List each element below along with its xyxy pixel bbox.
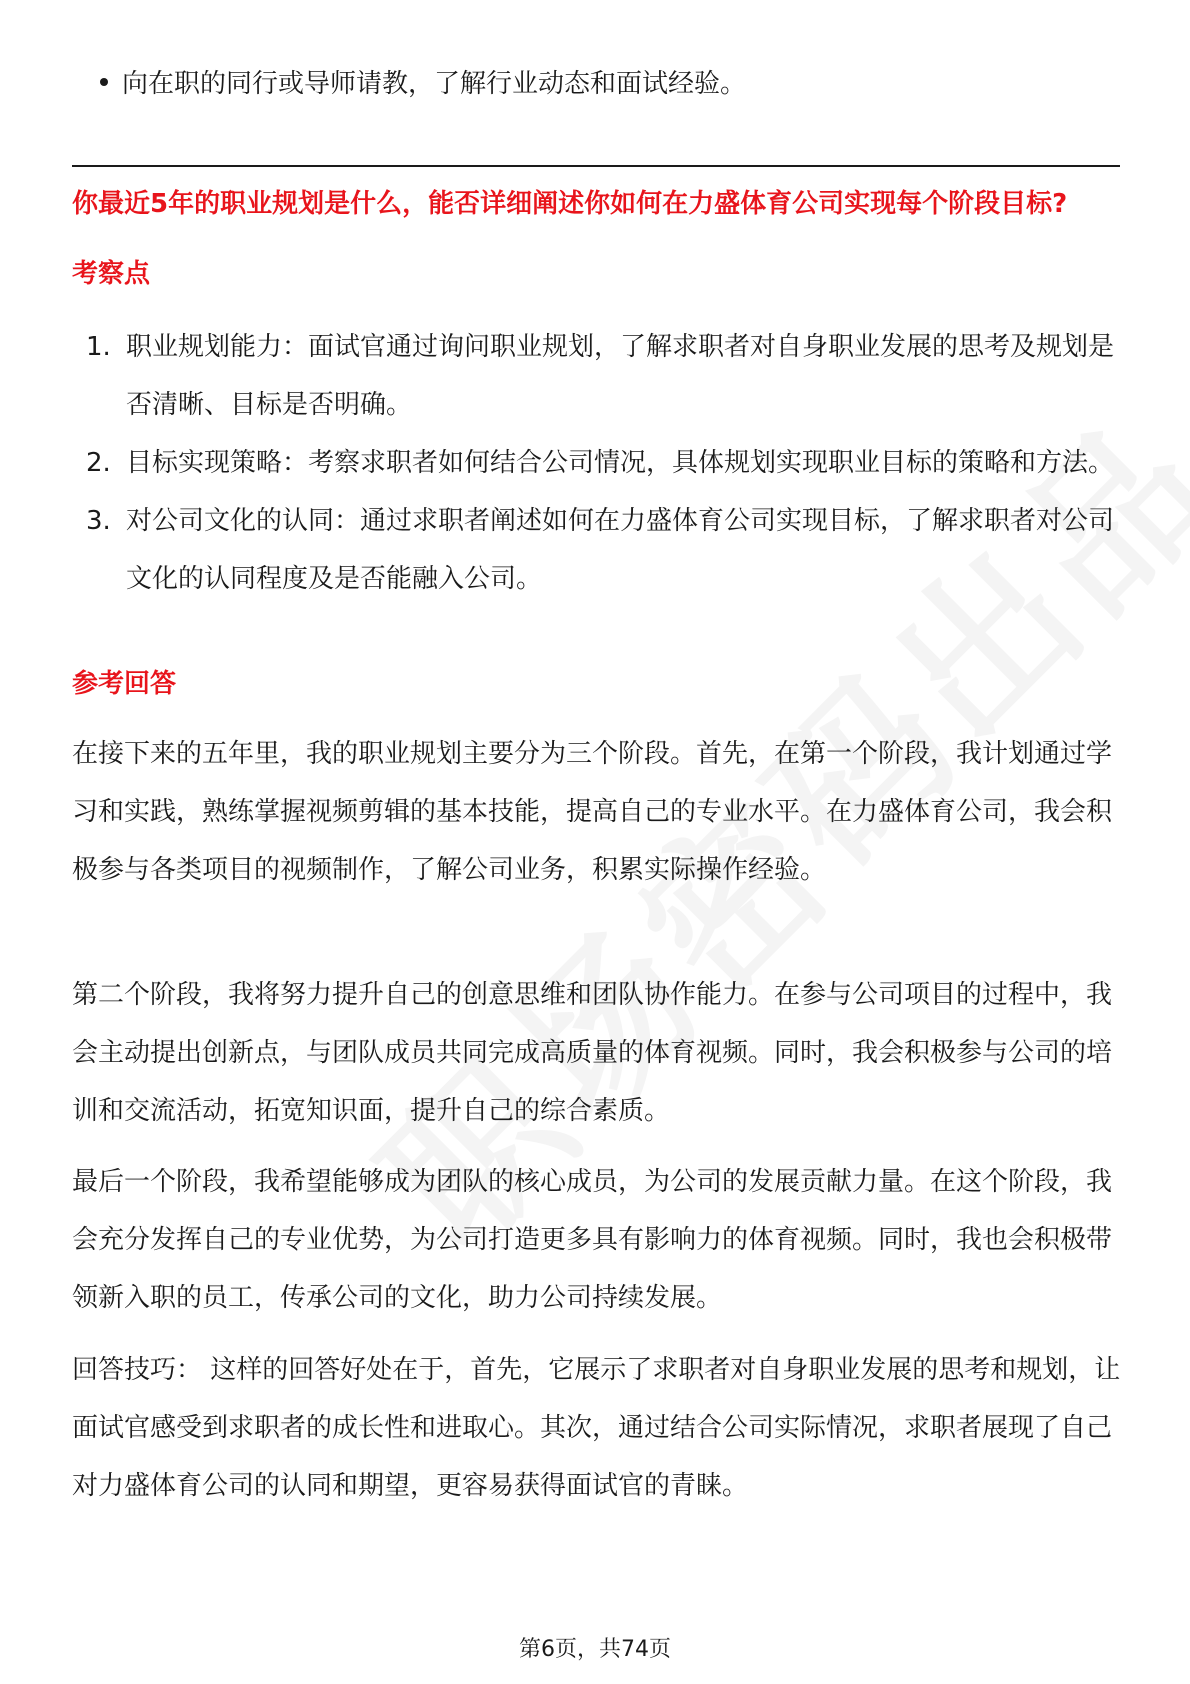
answer-paragraph: 第二个阶段，我将努力提升自己的创意思维和团队协作能力。在参与公司项目的过程中，我会主动提出创新点，与团队成员共同完成高质量的体育视频。同时，我会积极参与公司的培训和交流活动，拓宽知识面，提升自己的综合素质。 (72, 980, 1113, 1126)
question-heading: 你最近5年的职业规划是什么，能否详细阐述你如何在力盛体育公司实现每个阶段目标? (72, 189, 1068, 219)
focus-item-text: 对公司文化的认同：通过求职者阐述如何在力盛体育公司实现目标，了解求职者对公司文化的认同程度及是否能融入公司。 (126, 506, 1115, 594)
answer-paragraph: 在接下来的五年里，我的职业规划主要分为三个阶段。首先，在第一个阶段，我计划通过学习和实践，熟练掌握视频剪辑的基本技能，提高自己的专业水平。在力盛体育公司，我会积极参与各类项目的视频制作，了解公司业务，积累实际操作经验。 (72, 739, 1113, 885)
focus-item (72, 318, 1122, 434)
focus-list (72, 318, 1122, 608)
focus-item (72, 492, 1122, 608)
answer-section-title: 参考回答 (72, 669, 177, 699)
focus-item-text: 目标实现策略：考察求职者如何结合公司情况，具体规划实现职业目标的策略和方法。 (126, 448, 1115, 478)
bullet-text: 向在职的同行或导师请教，了解行业动态和面试经验。 (122, 69, 747, 99)
bullet-icon (100, 78, 108, 86)
list-item (100, 64, 746, 104)
answer-paragraph: 最后一个阶段，我希望能够成为团队的核心成员，为公司的发展贡献力量。在这个阶段，我会充分发挥自己的专业优势，为公司打造更多具有影响力的体育视频。同时，我也会积极带领新入职的员工，传承公司的文化，助力公司持续发展。 (72, 1167, 1113, 1313)
focus-item (72, 434, 1122, 492)
focus-section-title: 考察点 (72, 259, 151, 289)
focus-item-number: 1. (86, 332, 111, 362)
answer-tips-paragraph: 回答技巧： 这样的回答好处在于，首先，它展示了求职者对自身职业发展的思考和规划，让面试官感受到求职者的成长性和进取心。其次，通过结合公司实际情况，求职者展现了自己对力盛体育公司的认同和期望，更容易获得面试官的青睐。 (72, 1355, 1121, 1501)
focus-item-number: 2. (86, 448, 111, 478)
focus-item-number: 3. (86, 506, 111, 536)
divider (72, 165, 1120, 167)
focus-item-text: 职业规划能力：面试官通过询问职业规划，了解求职者对自身职业发展的思考及规划是否清晰、目标是否明确。 (126, 332, 1115, 420)
page-number: 第6页，共74页 (519, 1637, 671, 1662)
